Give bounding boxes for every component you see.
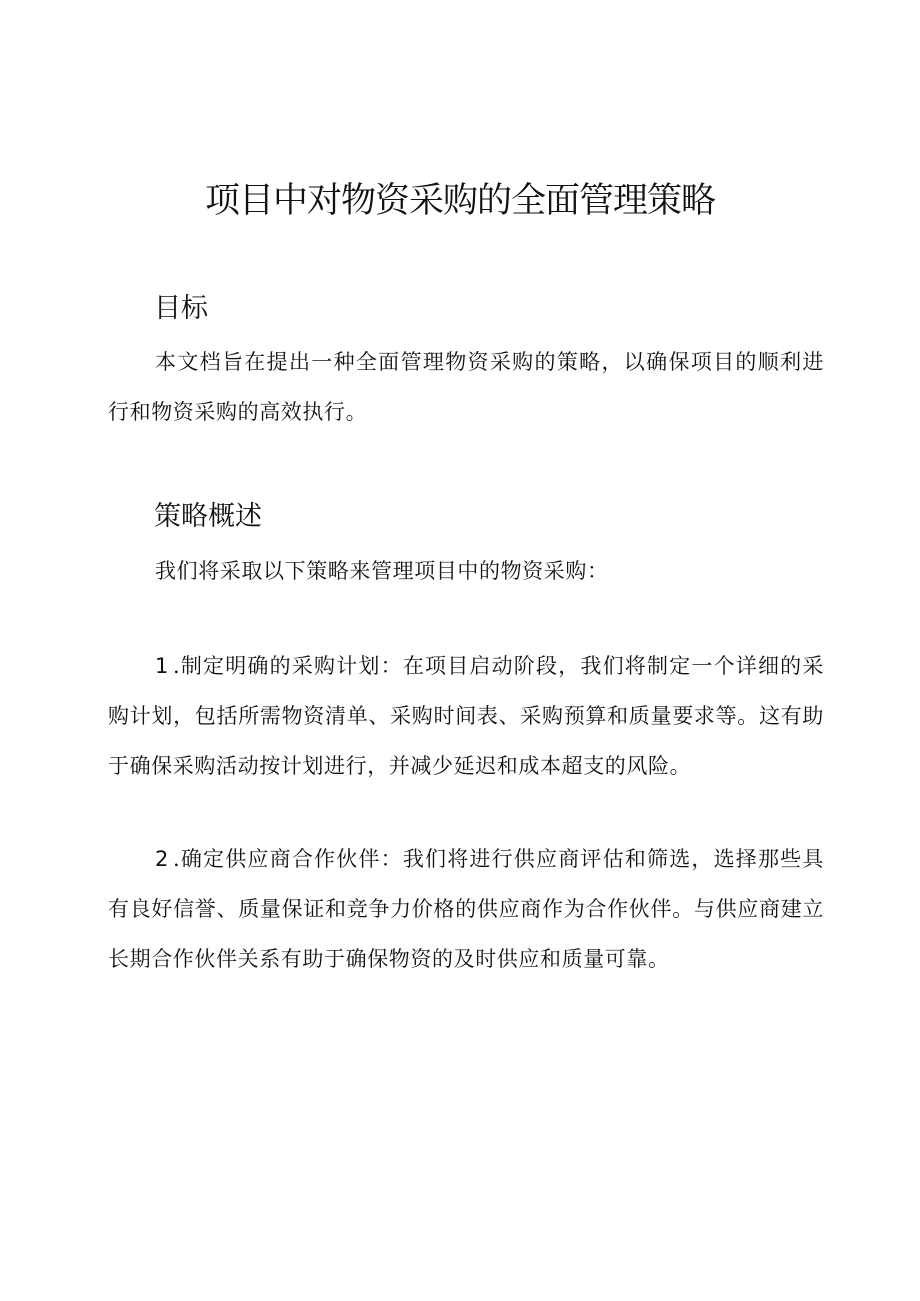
strategy-item-1-text: .制定明确的采购计划：在项目启动阶段，我们将制定一个详细的采购计划，包括所需物资清单、采购时间表、采购预算和质量要求等。这有助于确保采购活动按计划进行，并减少延迟和成本超支的风险。 <box>108 654 824 778</box>
document-title: 项目中对物资采购的全面管理策略 <box>204 181 715 221</box>
strategy-item-2 <box>108 834 824 984</box>
strategy-intro-paragraph: 我们将采取以下策略来管理项目中的物资采购： <box>155 559 609 583</box>
goal-paragraph: 本文档旨在提出一种全面管理物资采购的策略，以确保项目的顺利进行和物资采购的高效执行。 <box>108 350 824 424</box>
strategy-item-1-number: 1 <box>155 654 169 678</box>
strategy-item-2-number: 2 <box>155 847 169 871</box>
section-heading-goal: 目标 <box>154 293 208 324</box>
strategy-item-2-text: .确定供应商合作伙伴：我们将进行供应商评估和筛选，选择那些具有良好信誉、质量保证和竞争力价格的供应商作为合作伙伴。与供应商建立长期合作伙伴关系有助于确保物资的及时供应和质量可靠。 <box>108 847 824 971</box>
section-heading-strategy-overview: 策略概述 <box>154 501 262 532</box>
strategy-item-1 <box>108 641 824 791</box>
